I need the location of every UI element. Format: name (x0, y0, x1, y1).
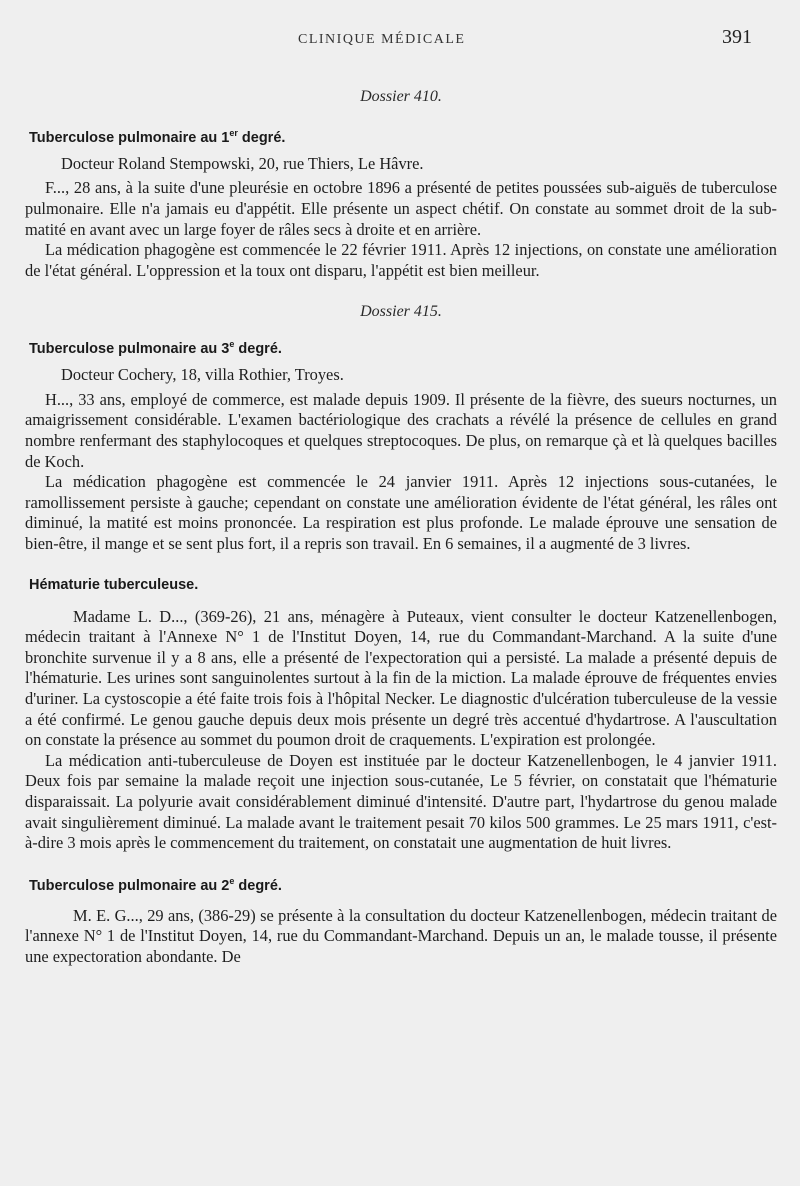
page-number: 391 (722, 26, 752, 48)
section-heading (25, 876, 777, 894)
heading-text-end: degré. (234, 341, 282, 358)
paragraph: H..., 33 ans, employé de commerce, est malade depuis 1909. Il présente de la fièvre, des sueurs nocturnes, un amaigrissement considérable. L'examen bactériologique des crachats a révélé la présence de cellules en grand nombre renfermant des staphylocoques et quelques streptocoques. De plus, on remarque çà et là quelques bacilles de Koch. (25, 389, 777, 471)
doctor-line: Docteur Roland Stempowski, 20, rue Thiers, Le Hâvre. (61, 153, 424, 173)
heading-text: Tuberculose pulmonaire au 1 (29, 129, 230, 146)
paragraph: La médication anti-tuberculeuse de Doyen est instituée par le docteur Katzenellenbogen, le 4 janvier 1911. Deux fois par semaine la malade reçoit une injection sous-cutanée, Le 5 février, on constatait que l'hématurie disparaissait. La polyurie avait considérablement diminué d'intensité. D'autre part, l'hydartrose du genou malade avait singulièrement diminué. La malade avant le traitement pesait 70 kilos 500 grammes. Le 25 mars 1911, c'est-à-dire 3 mois après le commencement du traitement, on constatait une augmentation de huit livres. (25, 750, 777, 853)
section-heading (25, 339, 777, 357)
paragraph: M. E. G..., 29 ans, (386-29) se présente à la consultation du docteur Katzenellenbogen, médecin traitant de l'annexe N° 1 de l'Institut Doyen, 14, rue du Commandant-Marchand. Depuis un an, le malade tousse, il présente une expectoration abondante. De (25, 905, 777, 966)
running-header (0, 26, 800, 52)
section-heading: Hématurie tuberculeuse. (29, 576, 199, 593)
section-heading (25, 128, 777, 146)
paragraph: F..., 28 ans, à la suite d'une pleurésie en octobre 1896 a présenté de petites poussées sub-aiguës de tuberculose pulmonaire. Elle n'a jamais eu d'appétit. Elle présente un aspect chétif. On constate au sommet droit de la sub-matité en avant avec un large foyer de râles secs à droite et en arrière. (25, 178, 777, 239)
heading-text-end: degré. (234, 877, 282, 894)
page-body (25, 86, 777, 967)
doctor-line: Docteur Cochery, 18, villa Rothier, Troyes. (61, 365, 344, 385)
paragraph: Madame L. D..., (369-26), 21 ans, ménagère à Puteaux, vient consulter le docteur Katzenellenbogen, médecin traitant à l'Annexe N° 1 de l'Institut Doyen, 14, rue du Commandant-Marchand. A la suite d'une bronchite survenue il y a 8 ans, elle a présenté de l'expectoration qui a persisté. La malade a présenté depuis de l'hématurie. Les urines sont sanguinolentes surtout à la fin de la miction. La malade éprouve de fréquentes envies d'uriner. La cystoscopie a été faite trois fois à l'hôpital Necker. Le diagnostic d'ulcération tuberculeuse de la vessie a été confirmé. Le genou gauche depuis deux mois présente un degré très accentué d'hydartrose. A l'auscultation on constate la présence au sommet du poumon droit de craquements. L'expiration est prolongée. (25, 606, 777, 750)
paragraph: La médication phagogène est commencée le 24 janvier 1911. Après 12 injections sous-cutanées, le ramollissement persiste à gauche; cependant on constate une amélioration évidente de l'état général, les râles ont diminué, la matité est moins prononcée. La respiration est plus profonde. Le malade éprouve une sensation de bien-être, il mange et se sent plus fort, il a repris son travail. En 6 semaines, il a augmenté de 3 livres. (25, 472, 777, 553)
heading-superscript: e (229, 339, 235, 350)
paragraph: La médication phagogène est commencée le 22 février 1911. Après 12 injections, on constate une amélioration de l'état général. L'oppression et la toux ont disparu, l'appétit est bien meilleur. (25, 240, 777, 280)
dossier-title: Dossier 410. (360, 88, 442, 105)
heading-text: Tuberculose pulmonaire au 2 (29, 877, 230, 894)
dossier-title: Dossier 415. (360, 303, 442, 321)
heading-superscript: e (229, 875, 235, 886)
heading-superscript: er (229, 128, 238, 138)
heading-text: Tuberculose pulmonaire au 3 (29, 341, 230, 358)
heading-text-end: degré. (237, 129, 286, 146)
running-title: CLINIQUE MÉDICALE (298, 32, 466, 47)
